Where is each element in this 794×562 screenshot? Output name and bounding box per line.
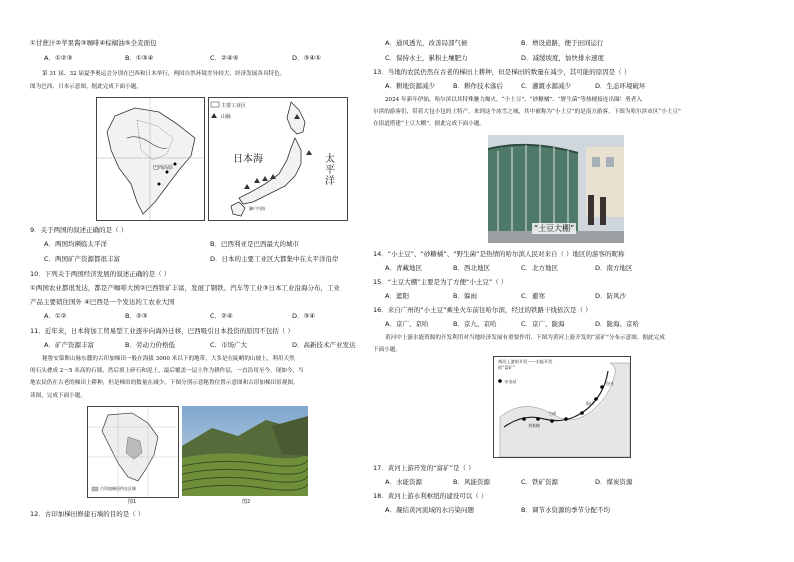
potato-tent-label: “土豆大棚” xyxy=(534,224,575,233)
q13-stem: 13．当地的农民仍然在古老的梯田上耕种，但是梯田的数量在减少，其可能的原因是（ ） xyxy=(373,68,631,76)
city-lanzhou: 兰州 xyxy=(548,411,556,416)
option-a: A．①②③ xyxy=(44,54,73,62)
yellow-river-map xyxy=(493,356,631,458)
fig1-caption: 图1 xyxy=(128,499,137,505)
q17-b: B．风能资源 xyxy=(453,478,490,486)
seto-sea-label: 濑户内海 xyxy=(249,206,265,211)
city-baotou: 包头 xyxy=(606,381,614,386)
q14-c: C．北方地区 xyxy=(521,264,559,272)
q17-c: C．铁矿资源 xyxy=(521,478,559,486)
q9-stem: 9．关于两国的叙述正确的是（ ） xyxy=(30,226,128,234)
q13-c: C．灌溉水源减少 xyxy=(521,82,572,90)
q12-a: A．通风透光，改善局部气候 xyxy=(385,39,468,47)
q13-b: B．耕作技术落后 xyxy=(453,82,503,90)
terrace-photo xyxy=(182,406,308,496)
brazil-map xyxy=(96,97,205,221)
q17-d: D．煤炭资源 xyxy=(595,478,633,486)
q15-b: B．躲雨 xyxy=(453,292,477,300)
passage3-line2: 尔滨的游客们，带着大包小包的土特产，来到这个冰雪之城，其中被称为“小土豆”的是南方游客。下图为哈尔滨市区“小土豆” xyxy=(373,109,681,115)
passage2-line4: 读图，完成下面小题。 xyxy=(30,393,86,399)
q15-c: C．避寒 xyxy=(521,292,546,300)
passage1-line1: 第 31 届、32 届夏季奥运会分别在巴西和日本举行，两国自然环境差异较大，经济发展各具特色。 xyxy=(42,71,286,77)
option-d: D．③④⑤ xyxy=(292,54,321,62)
passage4-line1: 黄河中上游水能资源的开发利用对当地经济发展有重要作用，下图为黄河上游开发的“富矿”分布示意图。据此完成 xyxy=(385,335,665,341)
q15-a: A．遮阳 xyxy=(385,292,409,300)
q17-a: A．水能资源 xyxy=(385,478,422,486)
q11-d: D．高新技术产业发达 xyxy=(292,341,356,349)
q10-b: B．②③ xyxy=(125,312,148,320)
q10-stem: 10．下列关于两国经济发展的叙述正确的是（ ） xyxy=(30,270,171,278)
q11-a: A．矿产资源丰富 xyxy=(44,341,94,349)
q11-c: C．市场广大 xyxy=(210,341,248,349)
yellow-map-title: 黄河上游的开发——水能开发 xyxy=(498,359,553,364)
brazil-map-svg xyxy=(97,98,204,220)
q9-a: A．两国均濒临太平洋 xyxy=(44,240,107,248)
passage2-line2: 的石头叠成 2～5 米高的石墙，然后填上碎石和泥土，最后覆盖一层土作为耕作层，一直沿用至今。现如今，当 xyxy=(30,368,304,374)
japan-map xyxy=(208,97,348,221)
q14-b: B．西北地区 xyxy=(453,264,490,272)
q10-d: D．③④ xyxy=(292,312,316,320)
q14-stem: 14．“小土豆”、“砂糖橘”、“野生菌”是热情的哈尔滨人民对来自（ ）地区的游客的昵称 xyxy=(373,250,625,258)
passage2-line3: 地农民仍在古老的梯田上耕种，但是梯田的数量在减少。下图分别示意秘鲁位置示意图和古印加梯田景观图。 xyxy=(30,380,299,386)
q16-a: A．京广、京哈 xyxy=(385,320,429,328)
pacific-ocean-label: 太平洋 xyxy=(325,154,335,187)
potato-tent-photo xyxy=(488,135,624,243)
q16-d: D．陇海、京哈 xyxy=(595,320,640,328)
passage4-line2: 下面小题。 xyxy=(373,347,401,353)
q13-d: D．生态环境破坏 xyxy=(595,82,646,90)
option-b: B．①③④ xyxy=(125,54,154,62)
q14-a: A．青藏地区 xyxy=(385,264,422,272)
passage2-line1: 秘鲁安第斯山脉东麓的古印加梯田一般在海拔 3000 米以下的地带，大多是在陡峭的山坡上，利用天然 xyxy=(42,356,295,362)
city-yinchuan: 银川 xyxy=(586,401,594,406)
q15-stem: 15．“土豆大棚”主要是为了方便“小土豆”（ ） xyxy=(373,278,508,286)
terrace-photo-svg xyxy=(182,406,308,496)
q18-b: B．调节水资源的季节分配不均 xyxy=(521,506,610,514)
q10-c: C．②④ xyxy=(210,312,233,320)
q16-stem: 16．来自广州的“小土豆”乘坐火车前往哈尔滨，经过的铁路干线依次是（ ） xyxy=(373,306,592,314)
q11-stem: 11．近年来，日本将加工贸易型工业逐步向海外迁移，巴西吸引日本投资的原因不包括（ ） xyxy=(30,327,294,335)
q17-stem: 17．黄河上游开发的“富矿”是（ ） xyxy=(373,464,475,472)
city-liujiaxia: 刘家峡 xyxy=(528,423,540,428)
q13-a: A．耕地资源减少 xyxy=(385,82,435,90)
fig2-caption: 图2 xyxy=(242,499,251,505)
q10-line1: ①两国农业都很发达，都是产咖啡大国②巴西铁矿丰富，发展了钢铁、汽车等工业③日本工业沿海分布，工业 xyxy=(30,284,340,292)
q16-b: B．京九、京哈 xyxy=(453,320,497,328)
q15-d: D．防风沙 xyxy=(595,292,627,300)
q16-c: C．京广、陇海 xyxy=(521,320,565,328)
q18-a: A．凝结黄河流域的水污染问题 xyxy=(385,506,474,514)
passage1-line2: 图为巴西、日本示意图。据此完成下面小题。 xyxy=(30,84,142,90)
top-options: ①甘蔗汁②苹果酱③咖啡④棕榈油⑤全麦面包 xyxy=(30,39,157,47)
q12-d: D．减缓坡度，加快排水速度 xyxy=(521,54,605,62)
peru-legend: 古印加梯田所在区域 xyxy=(100,486,136,491)
peru-map-svg xyxy=(88,407,178,497)
sea-of-japan-label: 日本海 xyxy=(233,154,263,165)
q18-stem: 18．黄河上游水利枢纽的建设可以（ ） xyxy=(373,492,488,500)
yellow-map-legend: 水电站 xyxy=(504,379,517,384)
q10-line2: 产品主要销往国外 ④巴西是一个发达的工农业大国 xyxy=(30,298,175,306)
yellow-map-subtitle: 的“富矿” xyxy=(498,365,515,370)
passage3-line1: 2024 年新年伊始，哈尔滨以其特殊魅力爆火，“小土豆”、“砂糖橘”、“野生菌”等热梗接连出圈！勇者入 xyxy=(385,97,642,103)
option-c: C．②④⑤ xyxy=(210,54,239,62)
brazil-plateau-label: 巴西高原 xyxy=(153,165,174,171)
peru-map xyxy=(87,406,179,498)
q12-stem: 12．古印加梯田修建石墙的目的是（ ） xyxy=(30,510,145,518)
q12-b: B．增设道路，便于田间运行 xyxy=(521,39,604,47)
q11-b: B．劳动力价格低 xyxy=(125,341,175,349)
q14-d: D．南方地区 xyxy=(595,264,633,272)
q9-d: D．日本的主要工业区大都集中在太平洋沿岸 xyxy=(210,255,339,263)
q12-c: C．保持水土，累积土壤肥力 xyxy=(385,54,468,62)
legend-mountain: 山脉 xyxy=(221,114,232,120)
q10-a: A．①② xyxy=(44,312,67,320)
legend-industry: 主要工业区 xyxy=(221,103,247,109)
q9-b: B．巴西利亚是巴西最大的城市 xyxy=(210,240,299,248)
passage3-line3: 在街道搭建“土豆大棚”。据此完成下面小题。 xyxy=(373,121,486,127)
yellow-river-svg xyxy=(494,357,630,457)
q9-c: C．两国矿产资源都很丰富 xyxy=(44,255,121,263)
